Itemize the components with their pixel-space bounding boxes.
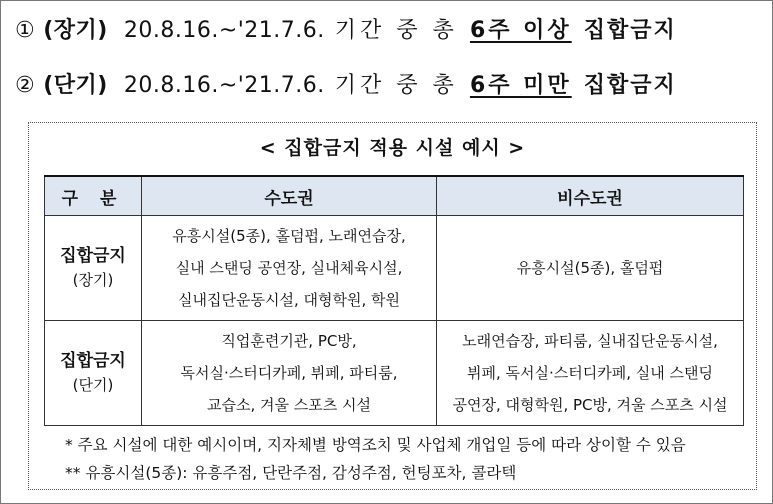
box-title: < 집합금지 적용 시설 예시 > [259, 137, 526, 159]
non-metro-line: 공연장, 대형학원, PC방, 겨울 스포츠 시설 [452, 396, 728, 414]
header-division: 구 분 [45, 176, 142, 216]
facility-table [44, 175, 744, 426]
row-label: 집합금지 [60, 246, 126, 266]
category-label: (장기) [43, 18, 108, 43]
row-label: 집합금지 [60, 351, 126, 371]
metro-line: 독서실·스터디카페, 뷔페, 파티룸, [180, 364, 398, 382]
non-metro-line: 노래연습장, 파티룸, 실내집단운동시설, [462, 332, 718, 350]
threshold-text: 6주 이상 [469, 18, 572, 43]
non-metro-line: 유흥시설(5종), 홀덤펍 [516, 259, 664, 277]
row-label-cell [45, 216, 142, 321]
footnote-1: * 주요 시설에 대한 예시이며, 지자체별 방역조치 및 사업체 개업일 등에 따라 상이할 수 있음 [65, 436, 686, 454]
non-metro-line: 뷔페, 독서실·스터디카페, 실내 스탠딩 [467, 364, 713, 382]
action-text: 집합금지 [583, 73, 677, 98]
row-sublabel: (단기) [72, 376, 114, 394]
metro-line: 교습소, 겨울 스포츠 시설 [207, 396, 371, 414]
action-text: 집합금지 [583, 18, 677, 43]
threshold-text: 6주 미만 [469, 73, 572, 98]
metro-line: 직업훈련기관, PC방, [221, 332, 357, 350]
metro-line: 실내 스탠딩 공연장, 실내체육시설, [175, 259, 403, 277]
circled-number-1: ① [15, 18, 36, 43]
date-range: 20.8.16.~'21.7.6. [123, 18, 325, 43]
period-text: 기간 중 총 [334, 73, 458, 98]
metro-line: 실내집단운동시설, 대형학원, 학원 [178, 291, 400, 309]
non-metro-cell [437, 216, 744, 321]
policy-line-short-term [15, 68, 677, 99]
header-metro: 수도권 [142, 176, 437, 216]
table-row [45, 321, 744, 426]
metro-cell [142, 321, 437, 426]
non-metro-cell [437, 321, 744, 426]
circled-number-2: ② [15, 73, 36, 98]
metro-line: 유흥시설(5종), 홀덤펍, 노래연습장, [172, 227, 406, 245]
date-range: 20.8.16.~'21.7.6. [123, 73, 325, 98]
category-label: (단기) [43, 73, 108, 98]
period-text: 기간 중 총 [334, 18, 458, 43]
policy-line-long-term [15, 13, 677, 44]
row-sublabel: (장기) [72, 271, 114, 289]
header-non-metro: 비수도권 [437, 176, 744, 216]
footnote-2: ** 유흥시설(5종): 유흥주점, 단란주점, 감성주점, 헌팅포차, 콜라텍 [65, 464, 517, 482]
metro-cell [142, 216, 437, 321]
row-label-cell [45, 321, 142, 426]
table-header-row [45, 176, 744, 216]
table-row [45, 216, 744, 321]
facility-example-box [28, 122, 757, 490]
